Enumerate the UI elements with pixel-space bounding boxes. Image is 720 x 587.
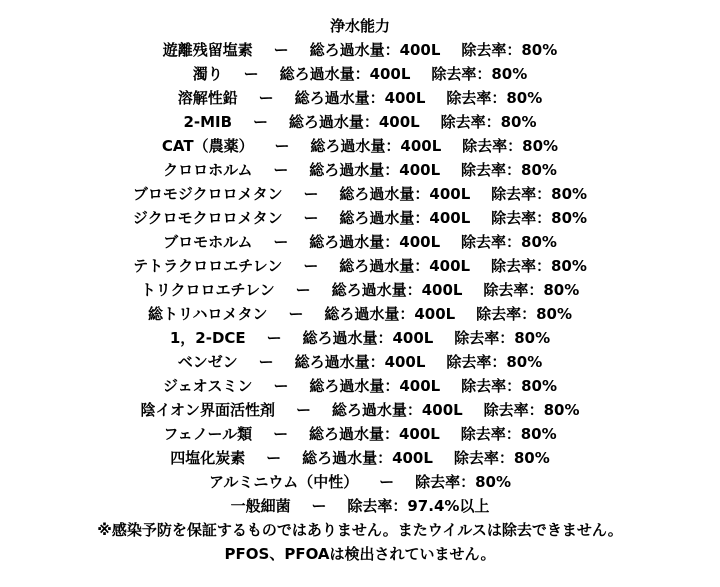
spec-row xyxy=(0,134,720,158)
spec-removal-rate: 除去率：80% xyxy=(461,233,557,251)
spec-separator: ー xyxy=(258,353,274,371)
spec-name: CAT（農薬） xyxy=(161,137,254,155)
spec-removal-rate: 除去率：80% xyxy=(483,281,580,299)
spec-filtration-volume: 総ろ過水量：400L xyxy=(339,185,471,203)
spec-separator: ー xyxy=(273,425,289,443)
spec-filtration-volume: 総ろ過水量：400L xyxy=(309,377,441,395)
spec-filtration-volume: 総ろ過水量：400L xyxy=(302,329,434,347)
spec-name: 濁り xyxy=(192,65,223,83)
spec-list xyxy=(0,38,720,518)
spec-filtration-volume: 総ろ過水量：400L xyxy=(279,65,411,83)
spec-separator: ー xyxy=(295,401,311,419)
spec-removal-rate: 除去率：97.4%以上 xyxy=(347,497,490,515)
spec-removal-rate: 除去率：80% xyxy=(462,137,559,155)
spec-removal-rate: 除去率：80% xyxy=(454,329,551,347)
spec-removal-rate: 除去率：80% xyxy=(461,161,557,179)
spec-name: ブロモホルム xyxy=(163,233,253,251)
spec-row xyxy=(0,494,720,518)
spec-removal-rate: 除去率：80% xyxy=(461,377,558,395)
spec-separator: ー xyxy=(274,137,290,155)
spec-filtration-volume: 総ろ過水量：400L xyxy=(331,401,463,419)
spec-removal-rate: 除去率：80% xyxy=(460,425,557,443)
spec-filtration-volume: 総ろ過水量：400L xyxy=(309,161,441,179)
spec-name: アルミニウム（中性） xyxy=(209,473,359,491)
spec-removal-rate: 除去率：80% xyxy=(415,473,511,491)
spec-filtration-volume: 総ろ過水量：400L xyxy=(294,353,426,371)
spec-separator: ー xyxy=(303,209,319,227)
notes-list xyxy=(0,518,720,566)
spec-separator: ー xyxy=(258,89,274,107)
spec-row xyxy=(0,470,720,494)
spec-name: トリクロロエチレン xyxy=(140,281,275,299)
spec-name: クロロホルム xyxy=(163,161,253,179)
page-title: 浄水能力 xyxy=(329,17,390,35)
spec-removal-rate: 除去率：80% xyxy=(446,353,543,371)
spec-filtration-volume: 総ろ過水量：400L xyxy=(308,425,440,443)
spec-name: ベンゼン xyxy=(177,353,238,371)
spec-removal-rate: 除去率：80% xyxy=(483,401,580,419)
spec-name: 一般細菌 xyxy=(230,497,291,515)
spec-filtration-volume: 総ろ過水量：400L xyxy=(331,281,463,299)
spec-name: ジェオスミン xyxy=(162,377,253,395)
spec-separator: ー xyxy=(273,161,289,179)
spec-row xyxy=(0,62,720,86)
spec-row xyxy=(0,110,720,134)
spec-filtration-volume: 総ろ過水量：400L xyxy=(294,89,426,107)
spec-separator: ー xyxy=(303,185,319,203)
spec-separator: ー xyxy=(266,449,282,467)
spec-filtration-volume: 総ろ過水量：400L xyxy=(288,113,420,131)
spec-row xyxy=(0,350,720,374)
spec-removal-rate: 除去率：80% xyxy=(491,185,588,203)
spec-row xyxy=(0,230,720,254)
spec-filtration-volume: 総ろ過水量：400L xyxy=(324,305,456,323)
spec-name: 2-MIB xyxy=(183,113,233,131)
spec-name: フェノール類 xyxy=(163,425,253,443)
spec-name: 総トリハロメタン xyxy=(147,305,268,323)
spec-removal-rate: 除去率：80% xyxy=(453,449,550,467)
spec-name: 1，2-DCE xyxy=(169,329,246,347)
spec-row xyxy=(0,374,720,398)
spec-separator: ー xyxy=(252,113,268,131)
spec-removal-rate: 除去率：80% xyxy=(476,305,573,323)
spec-row xyxy=(0,302,720,326)
spec-row xyxy=(0,398,720,422)
spec-row xyxy=(0,446,720,470)
spec-separator: ー xyxy=(243,65,259,83)
spec-removal-rate: 除去率：80% xyxy=(461,41,558,59)
note-line: PFOS、PFOAは検出されていません。 xyxy=(224,545,496,563)
spec-row xyxy=(0,86,720,110)
spec-separator: ー xyxy=(288,305,304,323)
spec-name: ジクロモクロロメタン xyxy=(132,209,283,227)
spec-filtration-volume: 総ろ過水量：400L xyxy=(310,137,442,155)
spec-name: 溶解性鉛 xyxy=(177,89,238,107)
note-line: ※感染予防を保証するものではありません。またウイルスは除去できません。 xyxy=(97,521,623,539)
spec-name: 陰イオン界面活性剤 xyxy=(140,401,276,419)
spec-row xyxy=(0,206,720,230)
spec-row xyxy=(0,278,720,302)
spec-separator: ー xyxy=(273,233,289,251)
spec-filtration-volume: 総ろ過水量：400L xyxy=(309,233,441,251)
spec-row xyxy=(0,158,720,182)
spec-name: 遊離残留塩素 xyxy=(162,41,253,59)
spec-removal-rate: 除去率：80% xyxy=(490,257,587,275)
spec-filtration-volume: 総ろ過水量：400L xyxy=(339,209,471,227)
spec-removal-rate: 除去率：80% xyxy=(446,89,543,107)
spec-removal-rate: 除去率：80% xyxy=(440,113,537,131)
spec-name: ブロモジクロロメタン xyxy=(132,185,283,203)
spec-removal-rate: 除去率：80% xyxy=(431,65,528,83)
spec-filtration-volume: 総ろ過水量：400L xyxy=(302,449,433,467)
spec-name: テトラクロロエチレン xyxy=(133,257,283,275)
spec-name: 四塩化炭素 xyxy=(170,449,246,467)
spec-row xyxy=(0,422,720,446)
spec-filtration-volume: 総ろ過水量：400L xyxy=(339,257,471,275)
spec-row xyxy=(0,182,720,206)
spec-separator: ー xyxy=(295,281,311,299)
spec-separator: ー xyxy=(266,329,282,347)
spec-filtration-volume: 総ろ過水量：400L xyxy=(309,41,441,59)
spec-separator: ー xyxy=(273,377,289,395)
spec-separator: ー xyxy=(273,41,289,59)
spec-row xyxy=(0,326,720,350)
spec-removal-rate: 除去率：80% xyxy=(491,209,588,227)
spec-separator: ー xyxy=(311,497,327,515)
spec-row xyxy=(0,254,720,278)
spec-separator: ー xyxy=(379,473,395,491)
spec-row xyxy=(0,38,720,62)
spec-separator: ー xyxy=(303,257,319,275)
